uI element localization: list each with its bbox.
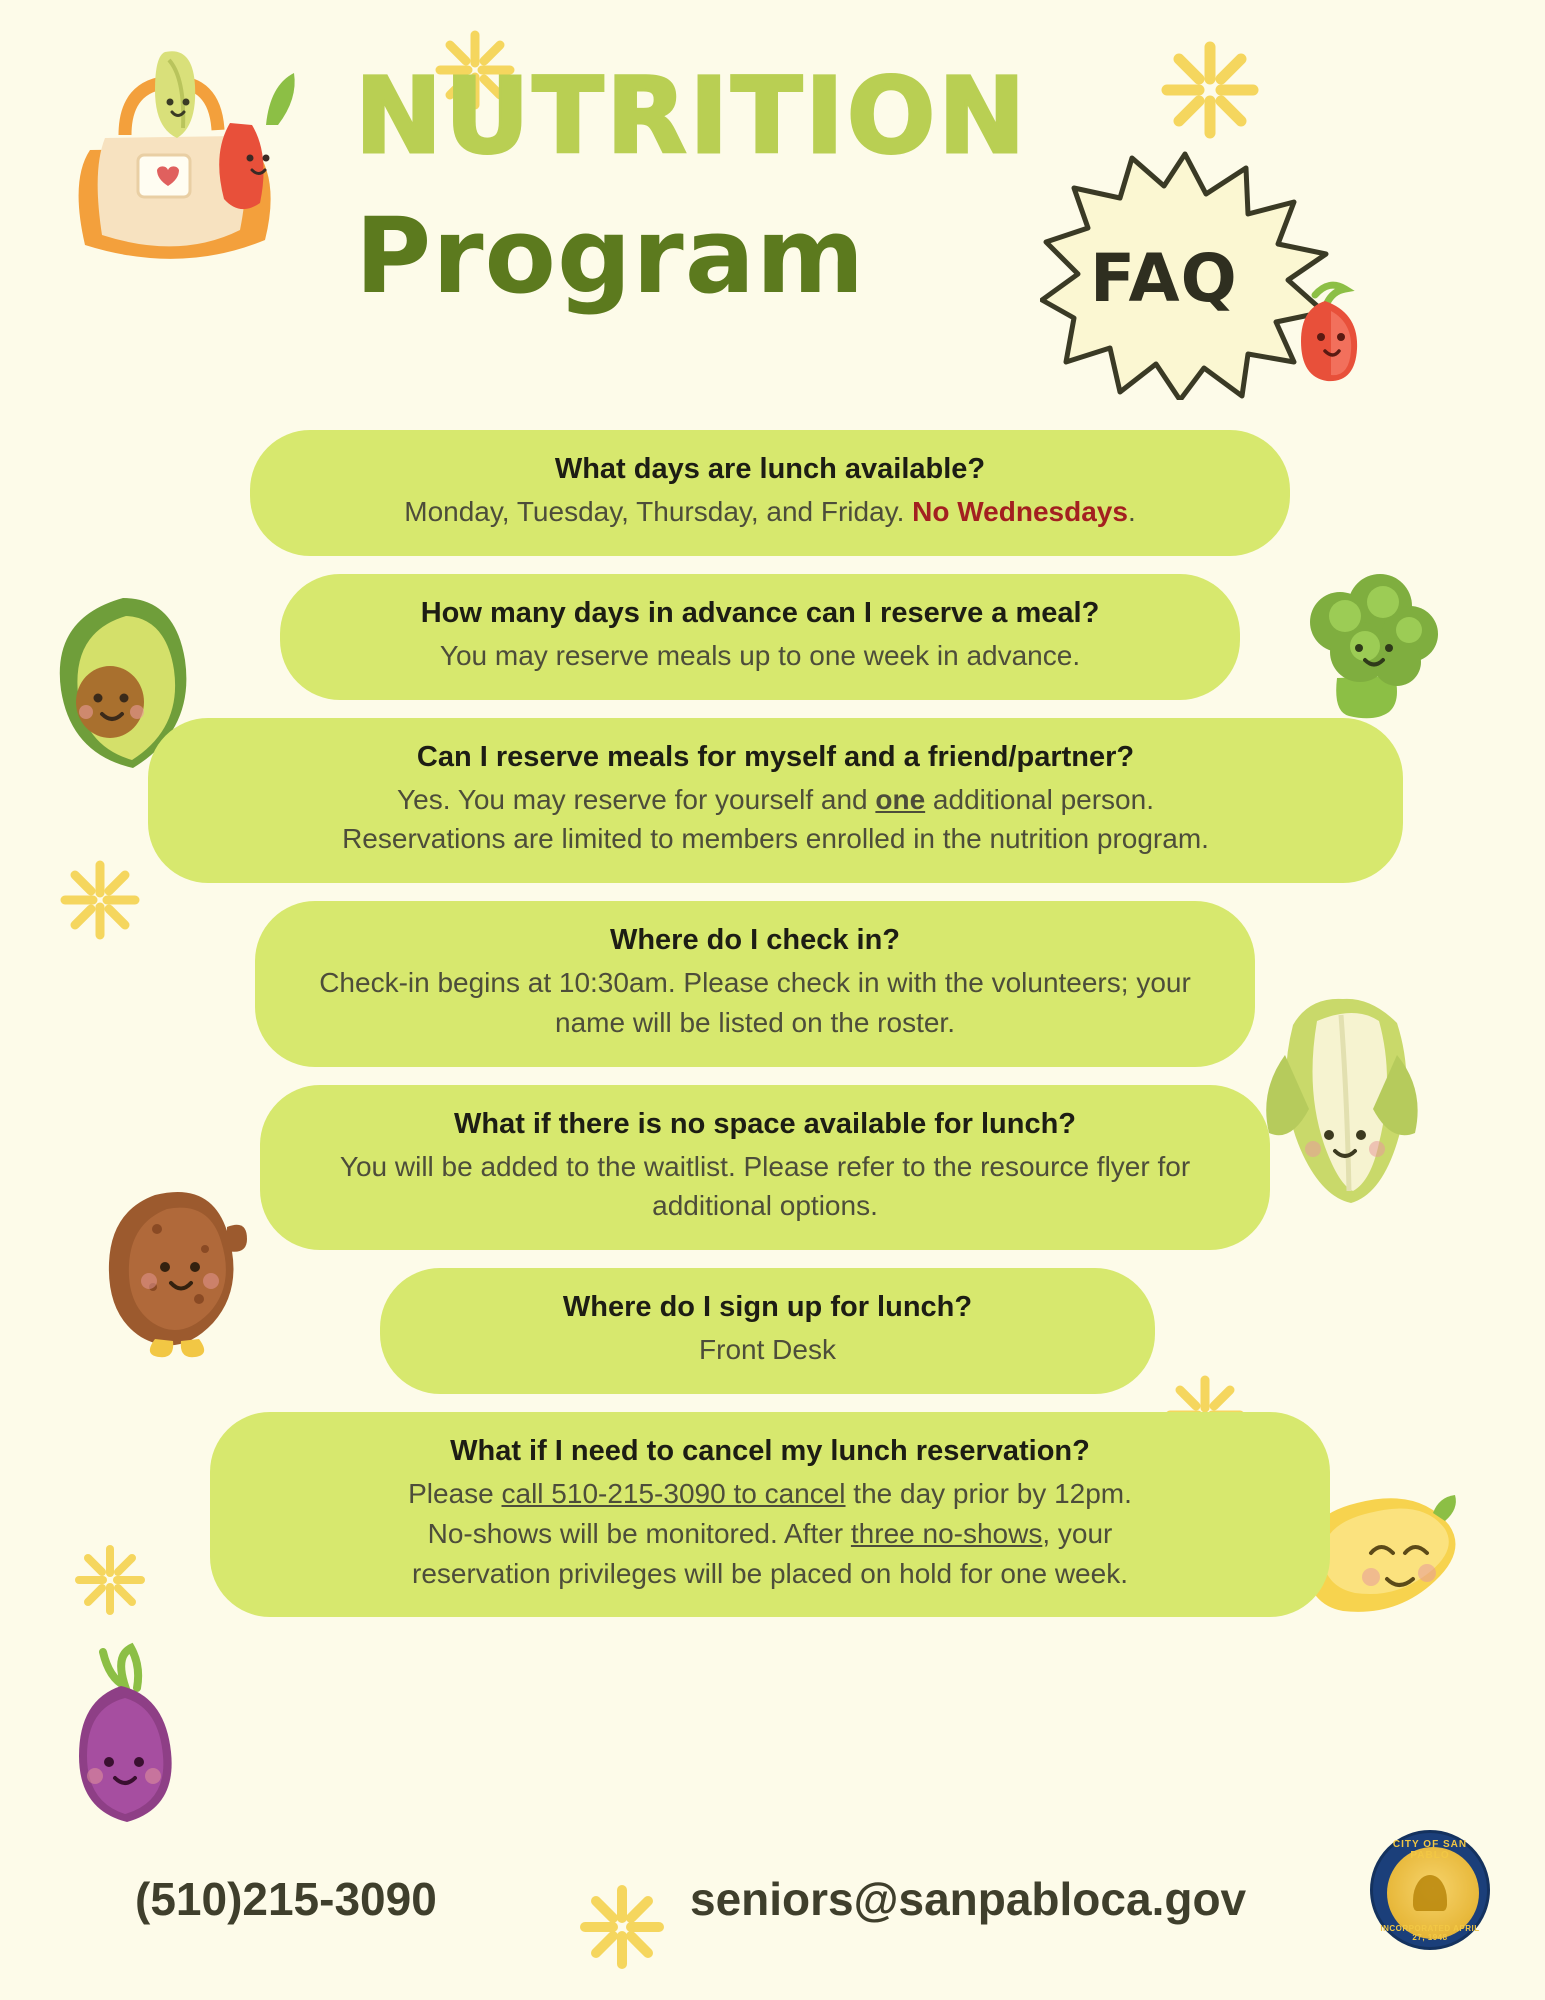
faq-answer [194,780,1357,820]
faq-answer [256,1474,1284,1514]
faq-item [380,1268,1155,1394]
faq-question: What days are lunch available? [554,453,986,485]
faq-answer-text2-end: , your [1042,1517,1113,1549]
seal-bottom-text: INCORPORATED APRIL 27, 1948 [1380,1924,1480,1942]
faq-question: What if there is no space available for lunch? [453,1107,1077,1140]
seal-top-text: CITY OF SAN PABLO [1392,1839,1468,1861]
faq-answer: Front Desk [699,1334,836,1366]
faq-answer-text-end: the day prior by 12pm. [845,1478,1132,1510]
eggplant-illustration [55,1640,190,1830]
faq-item [210,1412,1330,1617]
faq-question: Where do I check in? [609,924,901,957]
footer [0,1820,1545,1970]
city-seal-logo [1370,1830,1490,1950]
faq-question: Where do I sign up for lunch? [562,1291,973,1324]
faq-answer: You will be added to the waitlist. Please refer to the resource flyer for additional options. [339,1150,1191,1222]
faq-answer-line3: reservation privileges will be placed on hold for one week. [412,1557,1128,1589]
faq-answer-underline: call 510-215-3090 to cancel [501,1478,846,1510]
faq-answer-text-end: . [1127,496,1136,528]
faq-answer-text2: No-shows will be monitored. After [427,1517,851,1549]
contact-email[interactable]: seniors@sanpabloca.gov [690,1873,1247,1925]
faq-question: Can I reserve meals for myself and a friend/partner? [416,740,1135,773]
page-title-line1: NUTRITION [355,55,1029,177]
faq-item [255,901,1255,1067]
faq-answer-text-end: additional person. [925,783,1154,815]
faq-answer [296,492,1244,532]
faq-answer-emphasis: one [875,783,926,815]
faq-item [260,1085,1270,1251]
faq-answer-text: Please [408,1478,502,1510]
faq-item [280,574,1240,700]
faq-answer: Check-in begins at 10:30am. Please check in with the volunteers; your name will be listed on the roster. [319,967,1191,1038]
faq-answer: You may reserve meals up to one week in advance. [439,639,1081,671]
poster-header [0,0,1545,430]
faq-item [148,718,1403,884]
faq-question: How many days in advance can I reserve a meal? [420,596,1100,629]
faq-answer-underline2: three no-shows [850,1517,1043,1549]
faq-badge-label: FAQ [1090,240,1238,317]
faq-answer-highlight: No Wednesdays [912,496,1128,528]
faq-list [0,430,1545,1617]
faq-answer-line2 [256,1514,1284,1554]
faq-item [250,430,1290,556]
page-title-line2: Program [355,195,866,317]
faq-answer-text: Monday, Tuesday, Thursday, and Friday. [404,496,913,528]
contact-phone[interactable]: (510)215-3090 [135,1873,437,1925]
faq-question: What if I need to cancel my lunch reservation? [450,1435,1090,1468]
faq-answer-line2: Reservations are limited to members enrolled in the nutrition program. [342,823,1209,855]
faq-answer-text: Yes. You may reserve for yourself and [397,783,876,815]
